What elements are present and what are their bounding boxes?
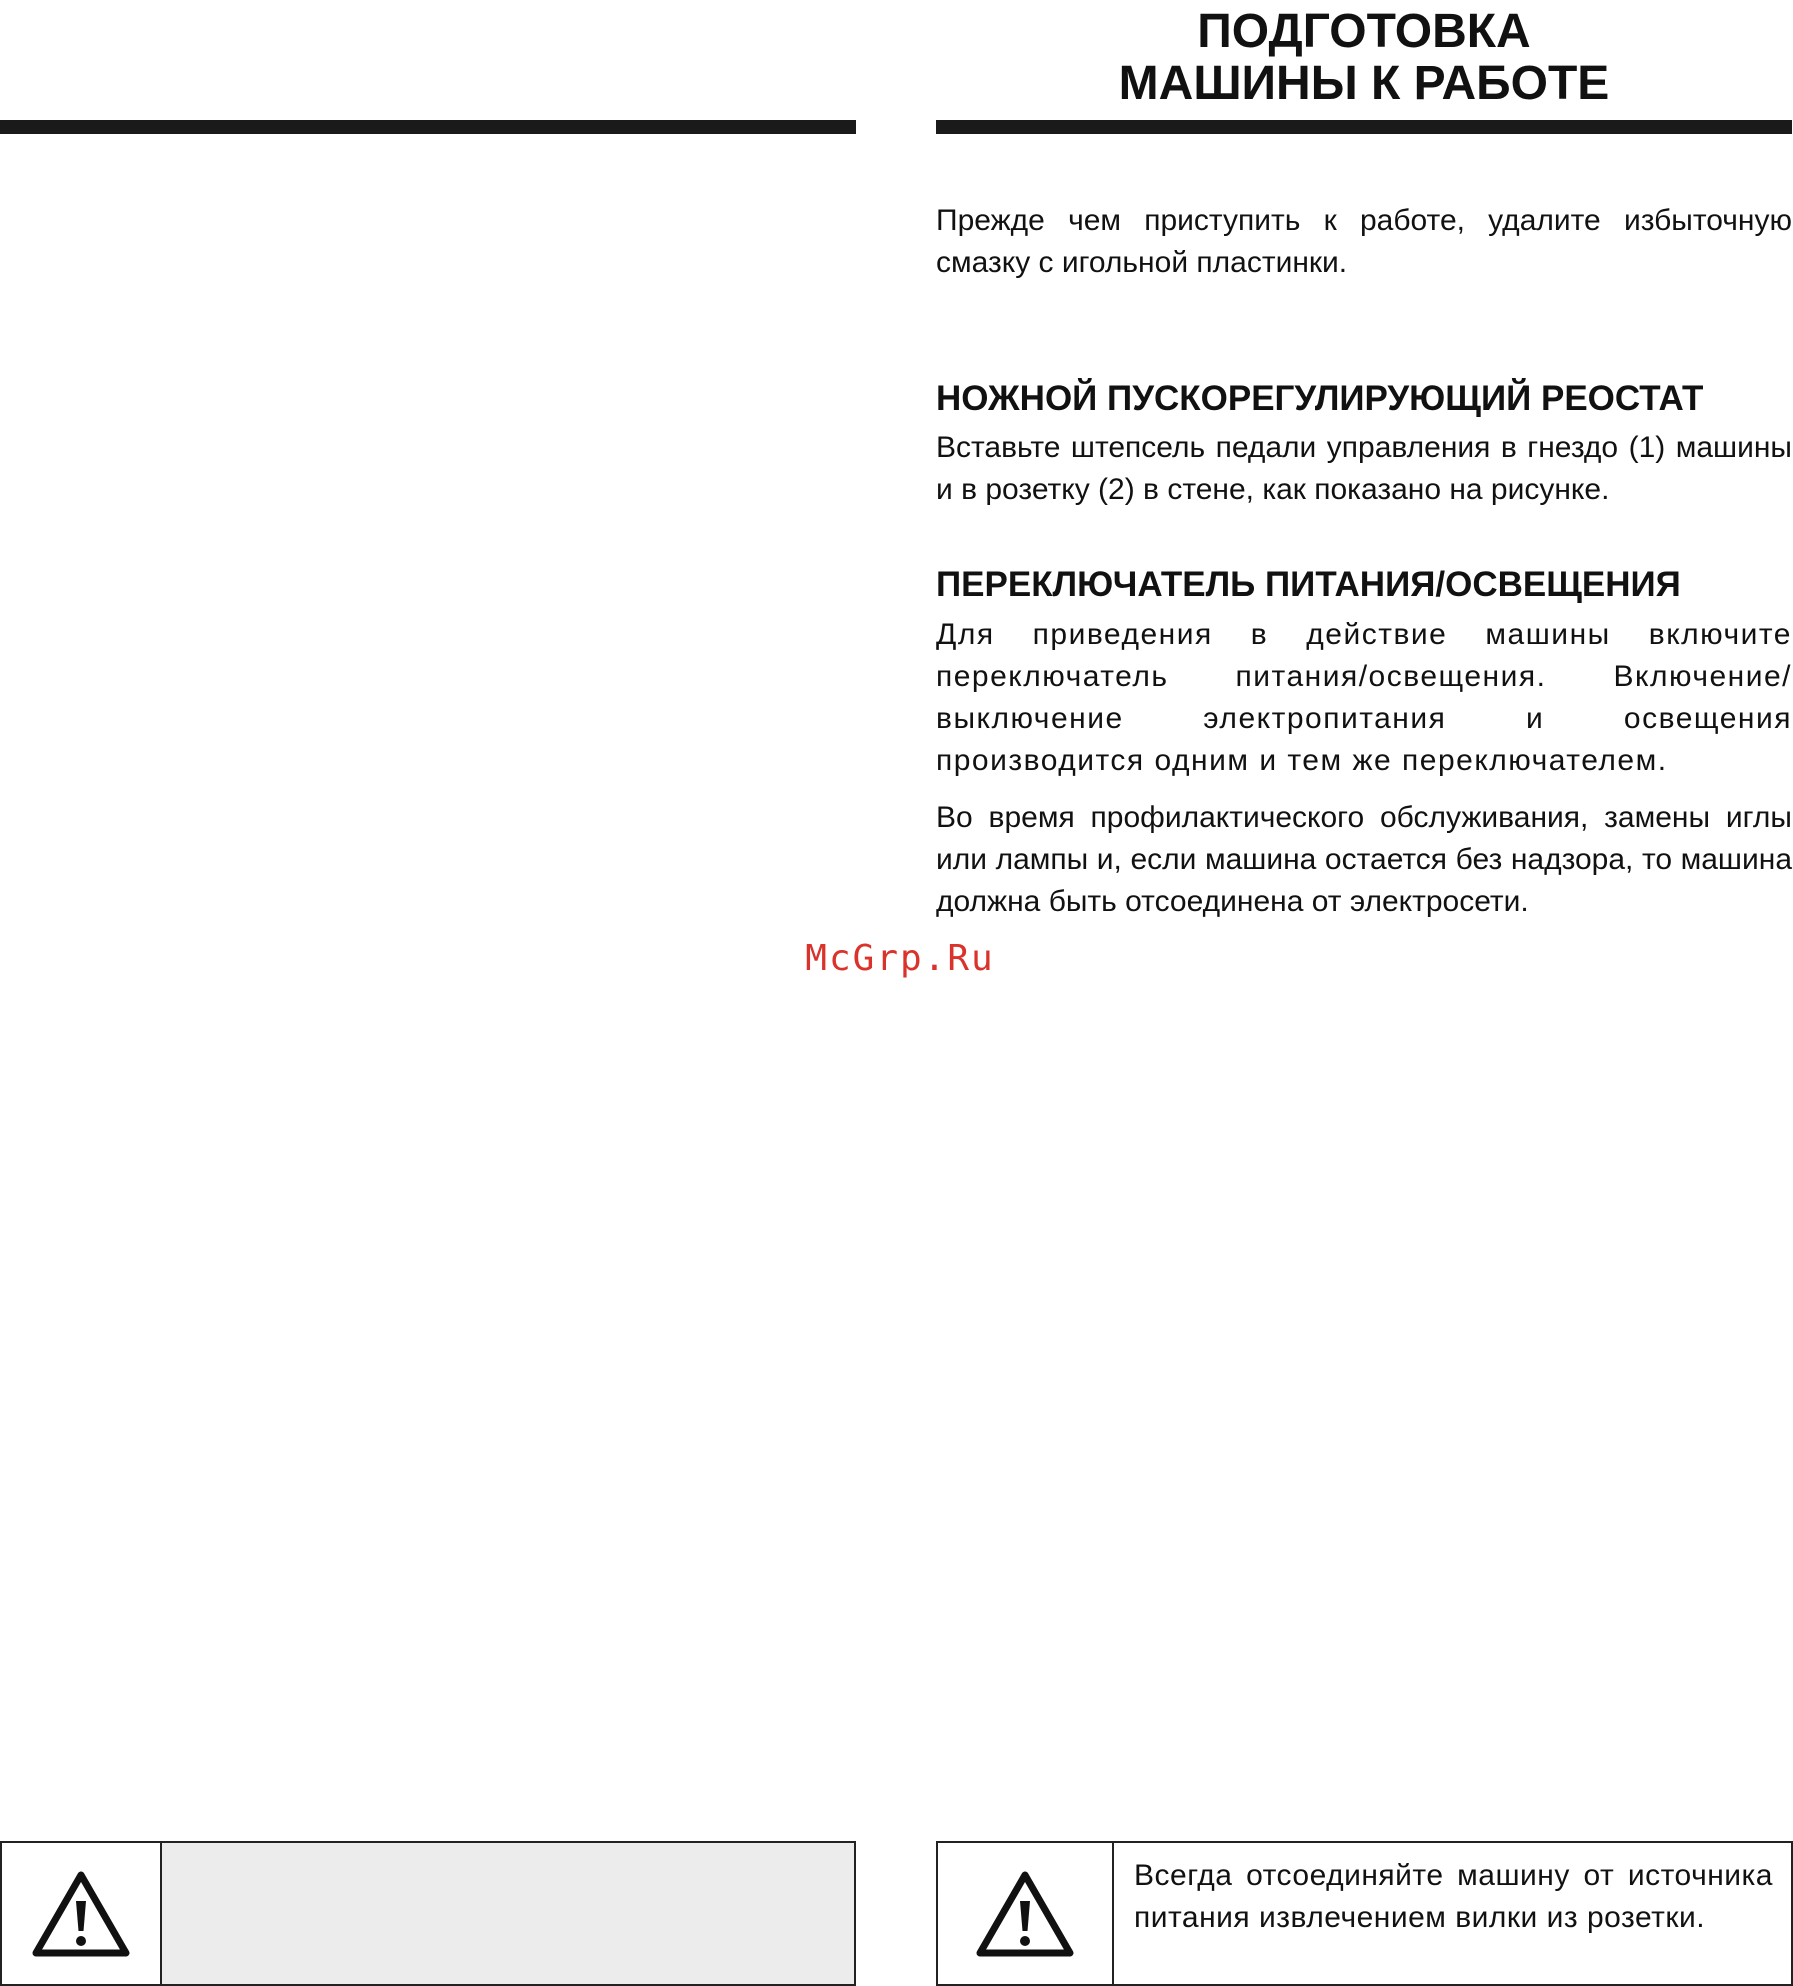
watermark-text: McGrp.Ru [805, 938, 995, 979]
section-heading-power-switch: ПЕРЕКЛЮЧАТЕЛЬ ПИТАНИЯ/ОСВЕЩЕНИЯ [936, 565, 1681, 604]
page-title-line2: МАШИНЫ К РАБОТЕ [1118, 57, 1610, 110]
section-body-maintenance: Во время профилактического обслуживания, замены иглы или лампы и, если машина остается без надзора, то машина должна быть отсоединена от электросети. [936, 801, 1792, 918]
section-heading-foot-controller: НОЖНОЙ ПУСКОРЕГУЛИРУЮЩИЙ РЕОСТАТ [936, 379, 1704, 418]
warning-box-right [936, 1841, 1793, 1986]
section-body-foot-controller: Вставьте штепсель педали управления в гнездо (1) машины и в розетку (2) в стене, как показано на рисунке. [936, 431, 1792, 506]
section-body-power-switch: Для приведения в действие машины включите переключатель питания/освещения. Включение/ выключение электропитания и освещения производится одним и тем же переключателем. [936, 618, 1792, 777]
warning-icon-cell [2, 1843, 162, 1984]
left-page-top-rule [0, 120, 856, 134]
warning-text-left [162, 1843, 854, 1984]
warning-triangle-icon [31, 1869, 131, 1959]
intro-paragraph: Прежде чем приступить к работе, удалите избыточную смазку с игольной пластинки. [936, 204, 1792, 279]
warning-icon-cell [938, 1843, 1114, 1984]
page-title-line1: ПОДГОТОВКА [1197, 5, 1531, 58]
warning-text-right: Всегда отсоединяйте машину от источника питания извлечением вилки из розетки. [1134, 1859, 1773, 1934]
warning-box-left [0, 1841, 856, 1986]
page-title [936, 6, 1792, 110]
right-page-top-rule [936, 120, 1792, 134]
warning-triangle-icon [975, 1869, 1075, 1959]
